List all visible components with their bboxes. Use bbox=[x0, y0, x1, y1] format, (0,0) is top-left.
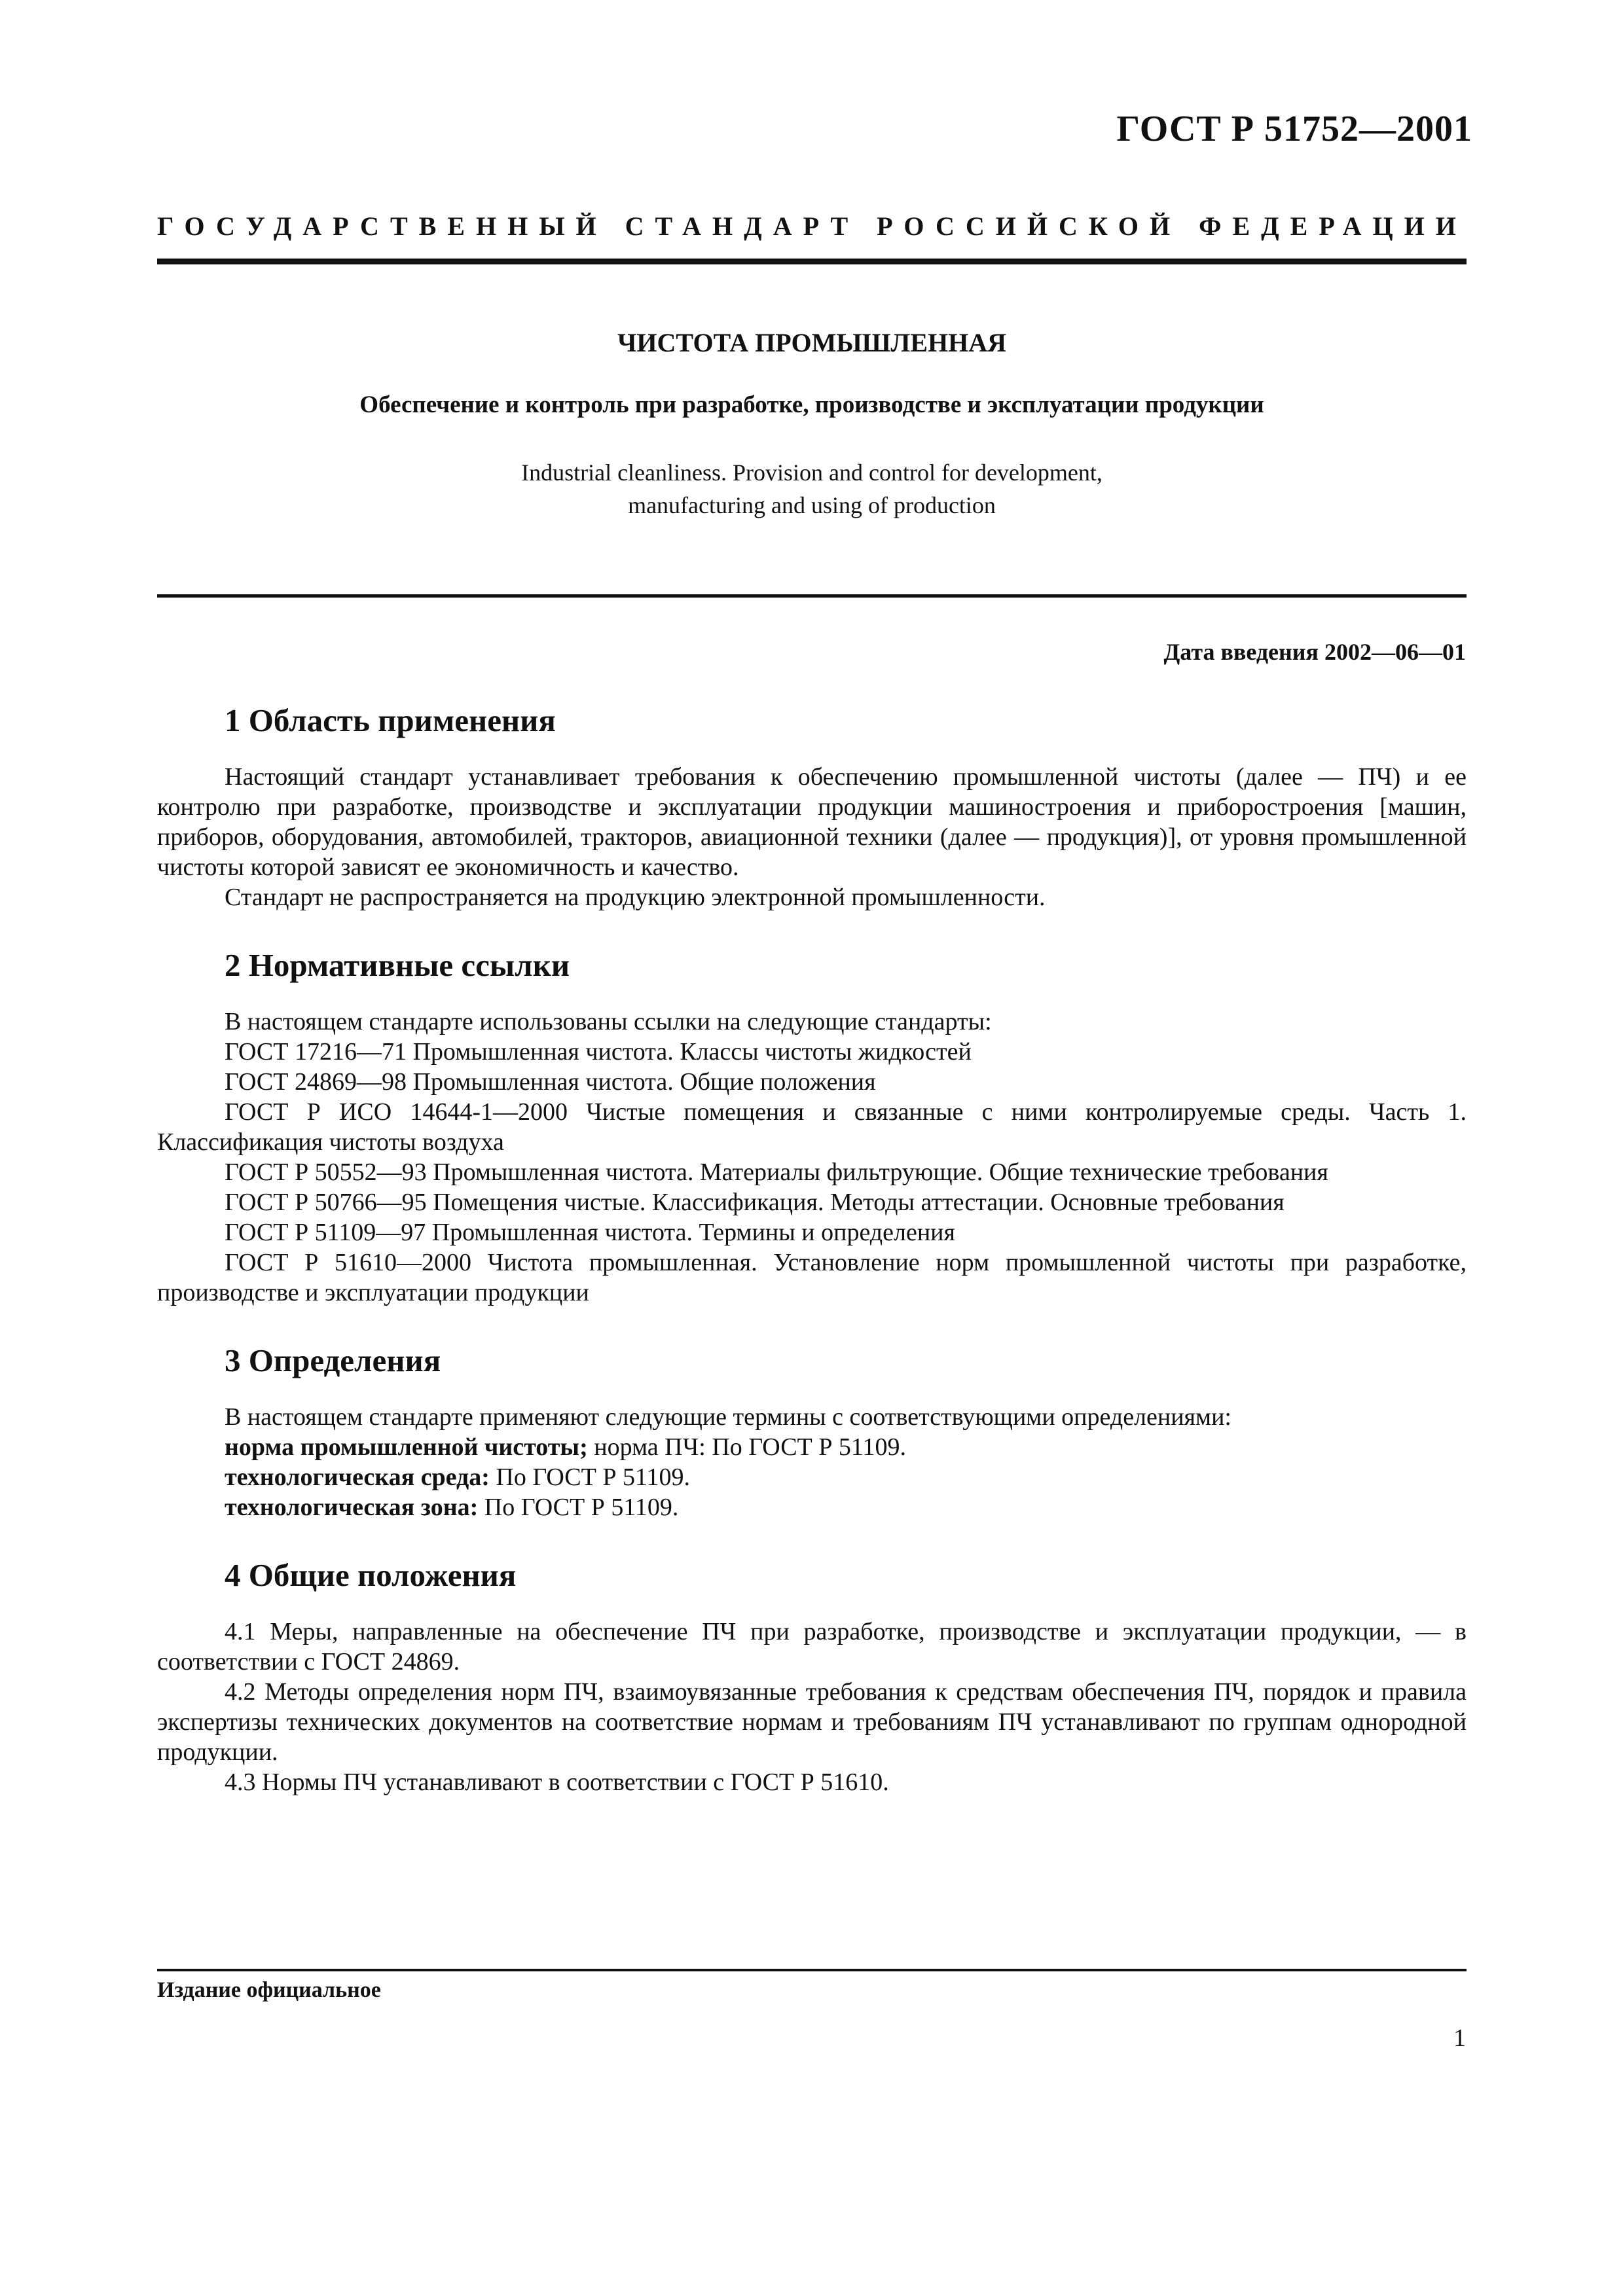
clause-item: 4.2 Методы определения норм ПЧ, взаимоувязанные требования к средствам обеспечения ПЧ, порядок и правила экспертизы технических документов на соответствие нормам и требованиям ПЧ устанавливают по группам однородной продукции. bbox=[157, 1678, 1467, 1766]
paragraph: В настоящем стандарте применяют следующие термины с соответствующими определениями: bbox=[225, 1403, 1231, 1431]
introduction-date: Дата введения 2002—06—01 bbox=[1163, 639, 1466, 665]
definition-item bbox=[157, 1432, 1467, 1462]
reference-item: ГОСТ Р 50766—95 Помещения чистые. Классификация. Методы аттестации. Основные требования bbox=[225, 1189, 1285, 1216]
section-heading: 1 Область применения bbox=[225, 702, 556, 738]
section-heading: 3 Определения bbox=[225, 1342, 441, 1378]
definition-term: норма промышленной чистоты; bbox=[225, 1433, 588, 1461]
title-divider bbox=[157, 594, 1467, 598]
paragraph: В настоящем стандарте использованы ссылки на следующие стандарты: bbox=[225, 1008, 992, 1035]
english-title bbox=[157, 456, 1467, 522]
paragraph: Стандарт не распространяется на продукцию электронной промышленности. bbox=[225, 884, 1046, 911]
english-title-line-1: Industrial cleanliness. Provision and control for development, bbox=[521, 459, 1103, 486]
definition-text: По ГОСТ Р 51109. bbox=[478, 1494, 679, 1521]
footer-divider bbox=[157, 1969, 1467, 1971]
definition-item bbox=[157, 1462, 1467, 1492]
english-title-line-2: manufacturing and using of production bbox=[628, 492, 996, 518]
document-body bbox=[157, 699, 1467, 1797]
official-edition-label: Издание официальное bbox=[157, 1978, 381, 2002]
definition-text: норма ПЧ: По ГОСТ Р 51109. bbox=[587, 1433, 906, 1461]
section-scope bbox=[157, 699, 1467, 912]
section-heading: 2 Нормативные ссылки bbox=[225, 947, 570, 983]
clause-item: 4.3 Нормы ПЧ устанавливают в соответствии с ГОСТ Р 51610. bbox=[225, 1768, 889, 1796]
section-general-provisions bbox=[157, 1554, 1467, 1797]
section-definitions bbox=[157, 1339, 1467, 1522]
section-heading: 4 Общие положения bbox=[225, 1557, 517, 1593]
definition-text: По ГОСТ Р 51109. bbox=[489, 1463, 691, 1491]
definition-item bbox=[157, 1492, 1467, 1522]
page-number: 1 bbox=[1453, 2024, 1466, 2052]
reference-item: ГОСТ 24869—98 Промышленная чистота. Общие положения bbox=[225, 1068, 876, 1096]
definition-term: технологическая среда: bbox=[225, 1463, 490, 1491]
reference-item: ГОСТ Р ИСО 14644-1—2000 Чистые помещения и связанные с ними контролируемые среды. Часть 1. Классификация чистоты воздуха bbox=[157, 1098, 1467, 1156]
document-subtitle: Обеспечение и контроль при разработке, производстве и эксплуатации продукции bbox=[359, 391, 1264, 418]
section-normative-references bbox=[157, 944, 1467, 1308]
reference-item: ГОСТ Р 50552—93 Промышленная чистота. Материалы фильтрующие. Общие технические требования bbox=[225, 1158, 1328, 1186]
document-title: ЧИСТОТА ПРОМЫШЛЕННАЯ bbox=[617, 328, 1007, 357]
clause-item: 4.1 Меры, направленные на обеспечение ПЧ при разработке, производстве и эксплуатации продукции, — в соответствии с ГОСТ 24869. bbox=[157, 1618, 1467, 1676]
document-code: ГОСТ Р 51752—2001 bbox=[1116, 109, 1472, 149]
reference-item: ГОСТ Р 51610—2000 Чистота промышленная. Установление норм промышленной чистоты при разработке, производстве и эксплуатации продукции bbox=[157, 1249, 1467, 1306]
paragraph: Настоящий стандарт устанавливает требования к обеспечению промышленной чистоты (далее — ПЧ) и ее контролю при разработке, производстве и эксплуатации продукции машиностроения и приборостроения [машин, приборов, оборудования, автомобилей, тракторов, авиационной техники (далее — продукция)], от уровня промышленной чистоты которой зависят ее экономичность и качество. bbox=[157, 763, 1467, 881]
state-standard-banner: ГОСУДАРСТВЕННЫЙ СТАНДАРТ РОССИЙСКОЙ ФЕДЕРАЦИИ bbox=[157, 211, 1467, 241]
reference-item: ГОСТ Р 51109—97 Промышленная чистота. Термины и определения bbox=[225, 1219, 955, 1246]
header-divider bbox=[157, 259, 1467, 264]
reference-item: ГОСТ 17216—71 Промышленная чистота. Классы чистоты жидкостей bbox=[225, 1038, 972, 1066]
definition-term: технологическая зона: bbox=[225, 1494, 479, 1521]
